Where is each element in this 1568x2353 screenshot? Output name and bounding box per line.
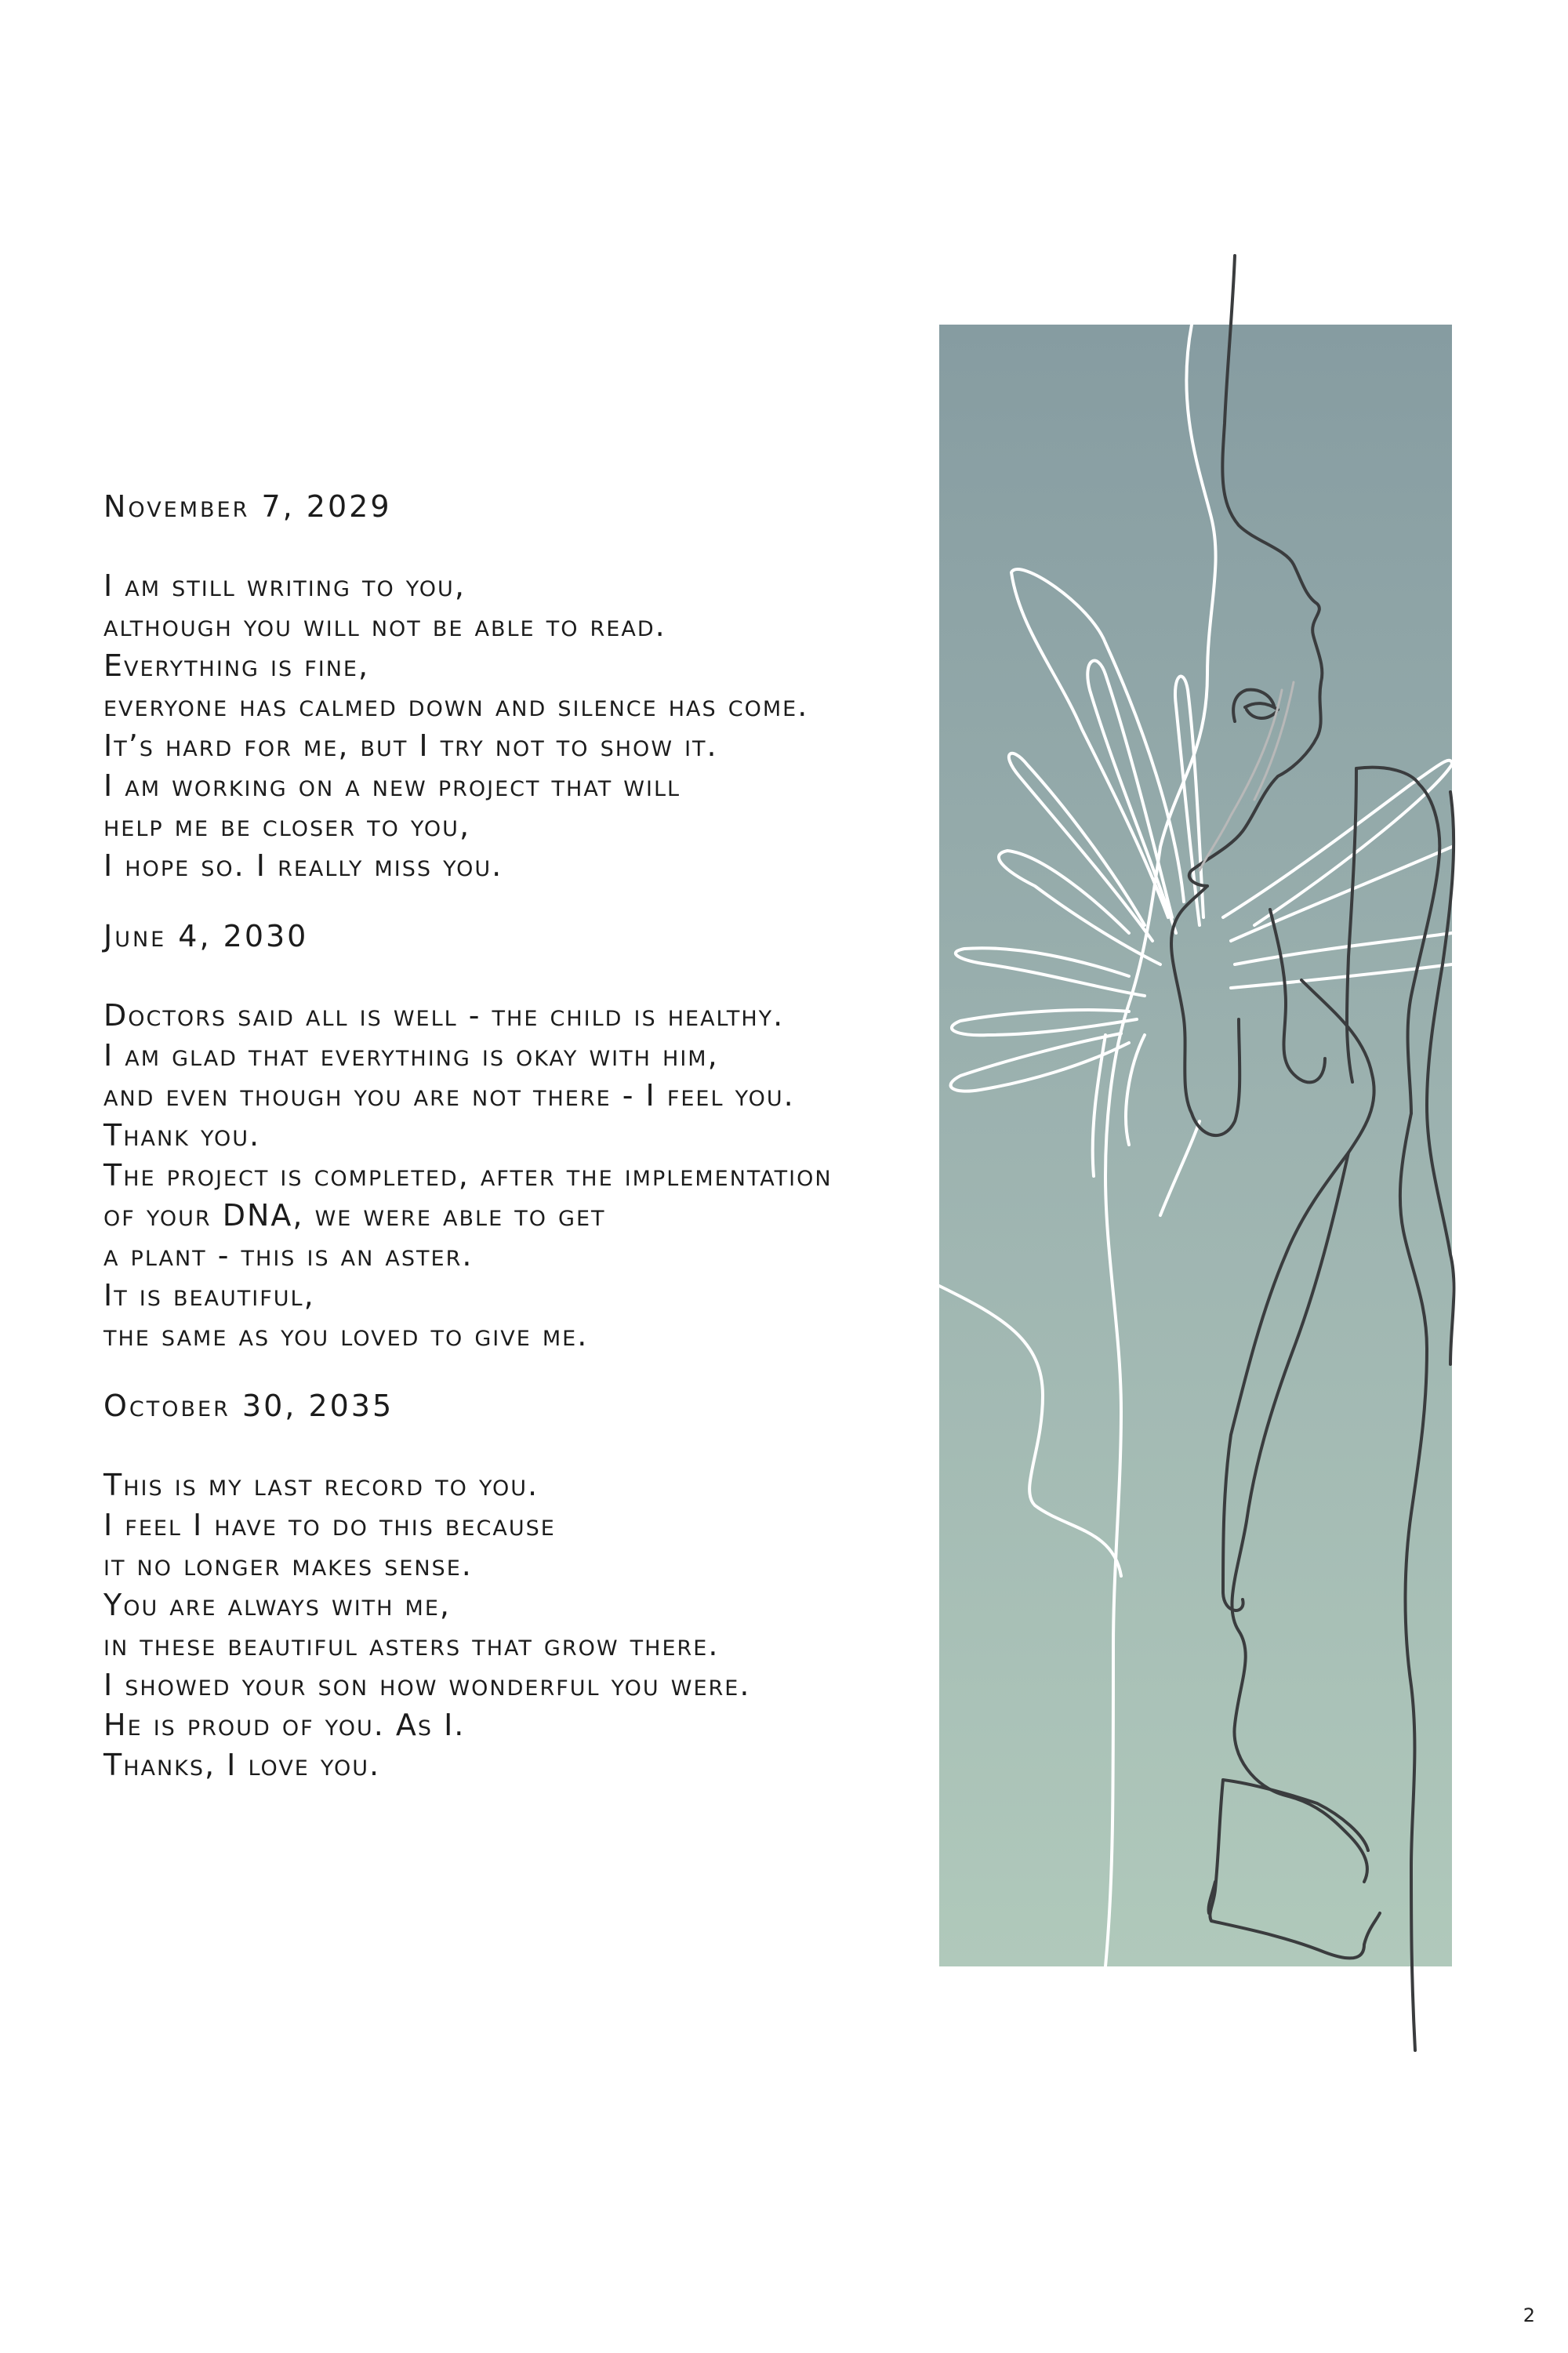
entry-date: October 30, 2035 <box>103 1389 394 1423</box>
entry-line: This is my last record to you. <box>103 1468 539 1502</box>
entry-line: I am still writing to you, <box>103 568 466 603</box>
entry-line: Doctors said all is well - the child is healthy. <box>103 998 785 1033</box>
entry-line: I am working on a new project that will <box>103 768 681 803</box>
entry-line: The project is completed, after the implementation <box>103 1158 833 1193</box>
entry-line: the same as you loved to give me. <box>103 1318 589 1353</box>
entry-line: a plant - this is an aster. <box>103 1238 474 1273</box>
entry-line: Thanks, I love you. <box>103 1748 381 1782</box>
entry-line: I showed your son how wonderful you were. <box>103 1668 751 1702</box>
entry-line: everyone has calmed down and silence has come. <box>103 688 809 723</box>
entry-line: It is beautiful, <box>103 1278 315 1313</box>
entry-line: He is proud of you. As I. <box>103 1708 466 1742</box>
entry-line: I am glad that everything is okay with him, <box>103 1038 719 1073</box>
entry-line: I hope so. I really miss you. <box>103 848 503 883</box>
entry-line: It’s hard for me, but I try not to show it. <box>103 728 718 763</box>
entry-line: although you will not be able to read. <box>103 608 666 643</box>
entry-line: and even though you are not there - I feel you. <box>103 1078 795 1113</box>
entry-line: Everything is fine, <box>103 648 370 683</box>
entry-date: November 7, 2029 <box>103 489 392 524</box>
entry-line: Thank you. <box>103 1118 261 1153</box>
page-number: 2 <box>1523 2304 1535 2326</box>
aster-flower-lines <box>939 325 1452 1966</box>
entry-line: help me be closer to you, <box>103 808 471 843</box>
entry-line: in these beautiful asters that grow there. <box>103 1628 720 1662</box>
entry-date: June 4, 2030 <box>103 919 309 953</box>
entry-line: it no longer makes sense. <box>103 1548 473 1582</box>
entry-line: of your DNA, we were able to get <box>103 1198 606 1233</box>
entry-line: I feel I have to do this because <box>103 1508 556 1542</box>
entry-line: You are always with me, <box>103 1588 451 1622</box>
